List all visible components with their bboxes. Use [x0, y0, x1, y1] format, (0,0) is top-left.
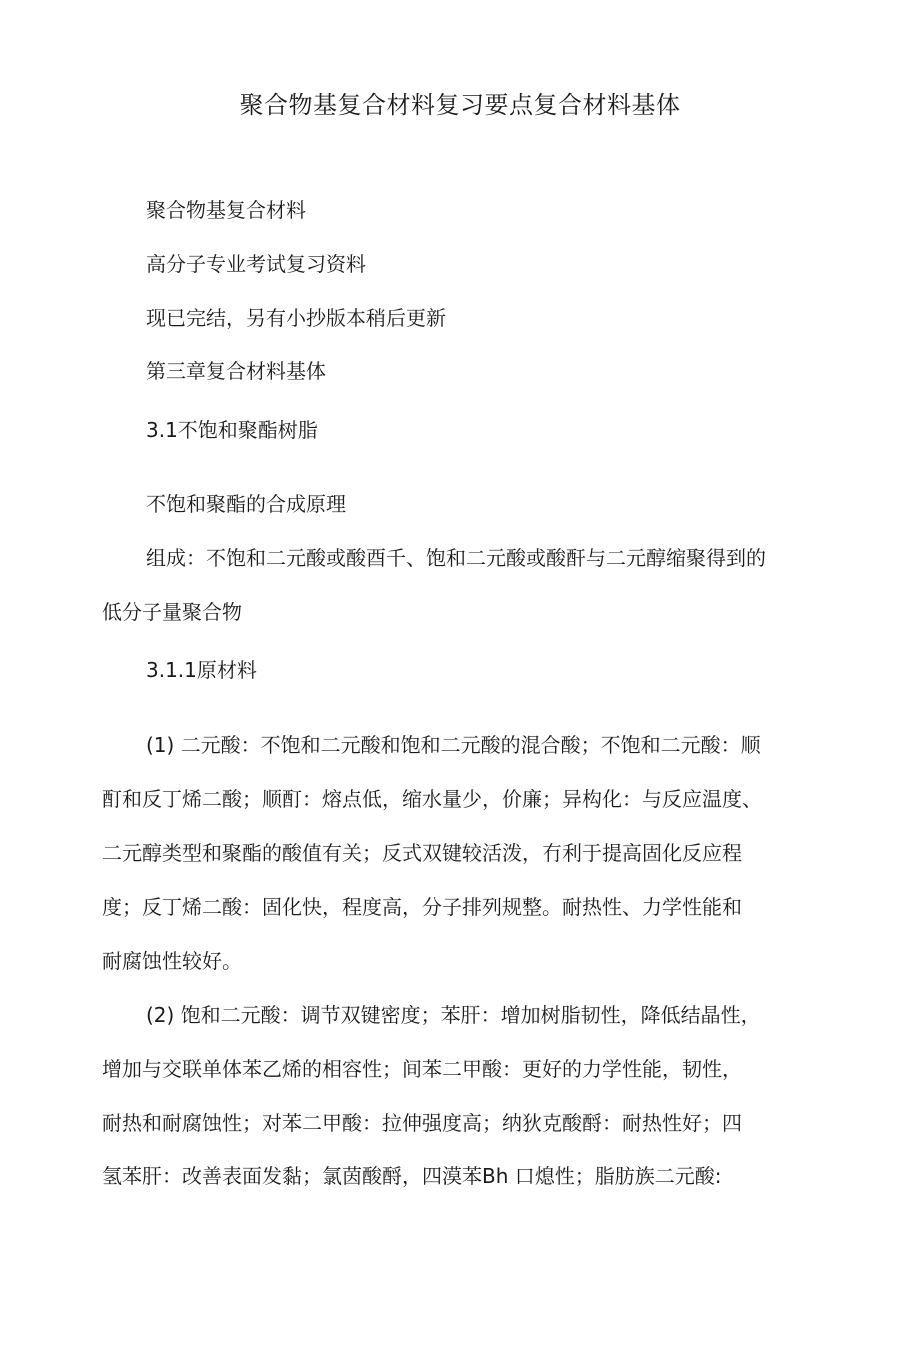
subtitle-line: 现已完结，另有小抄版本稍后更新 [146, 306, 446, 330]
paragraph-line: 耐腐蚀性较好。 [102, 949, 242, 973]
paragraph-line: 增加与交联单体苯乙烯的相容性；间苯二甲酸：更好的力学性能，韧性， [102, 1057, 742, 1081]
paragraph-line: (1) 二元酸：不饱和二元酸和饱和二元酸的混合酸；不饱和二元酸：顺 [146, 733, 761, 757]
paragraph-line: 低分子量聚合物 [102, 600, 242, 624]
paragraph-line: (2) 饱和二元酸：调节双键密度；苯肝：增加树脂韧性，降低结晶性， [146, 1003, 761, 1027]
paragraph-line: 二元醇类型和聚酯的酸值有关；反式双键较活泼，冇利于提高固化反应程 [102, 841, 742, 865]
paragraph-line: 组成：不饱和二元酸或酸酉千、饱和二元酸或酸酐与二元醇缩聚得到的 [146, 546, 766, 570]
subtitle-line: 聚合物基复合材料 [146, 198, 306, 222]
paragraph-line: 酊和反丁烯二酸；顺酊：熔点低，缩水量少，价廉；异构化：与反应温度、 [102, 787, 762, 811]
subtitle-line: 高分子专业考试复习资料 [146, 252, 366, 276]
subsection-heading: 3.1.1原材料 [146, 658, 257, 682]
paragraph-line: 氢苯肝：改善表面发黏；氯茵酸酹，四漠苯Bh 口熄性；脂肪族二元酸: [102, 1164, 722, 1188]
chapter-heading: 第三章复合材料基体 [146, 359, 326, 383]
paragraph-line: 度；反丁烯二酸：固化快，程度高，分子排列规整。耐热性、力学性能和 [102, 895, 742, 919]
section-heading: 3.1不饱和聚酯树脂 [146, 418, 318, 442]
paragraph-line: 耐热和耐腐蚀性；对苯二甲酸：拉伸强度高；纳狄克酸酹：耐热性好；四 [102, 1111, 742, 1135]
document-title: 聚合物基复合材料复习要点复合材料基体 [239, 91, 681, 119]
paragraph-heading: 不饱和聚酯的合成原理 [146, 492, 346, 516]
